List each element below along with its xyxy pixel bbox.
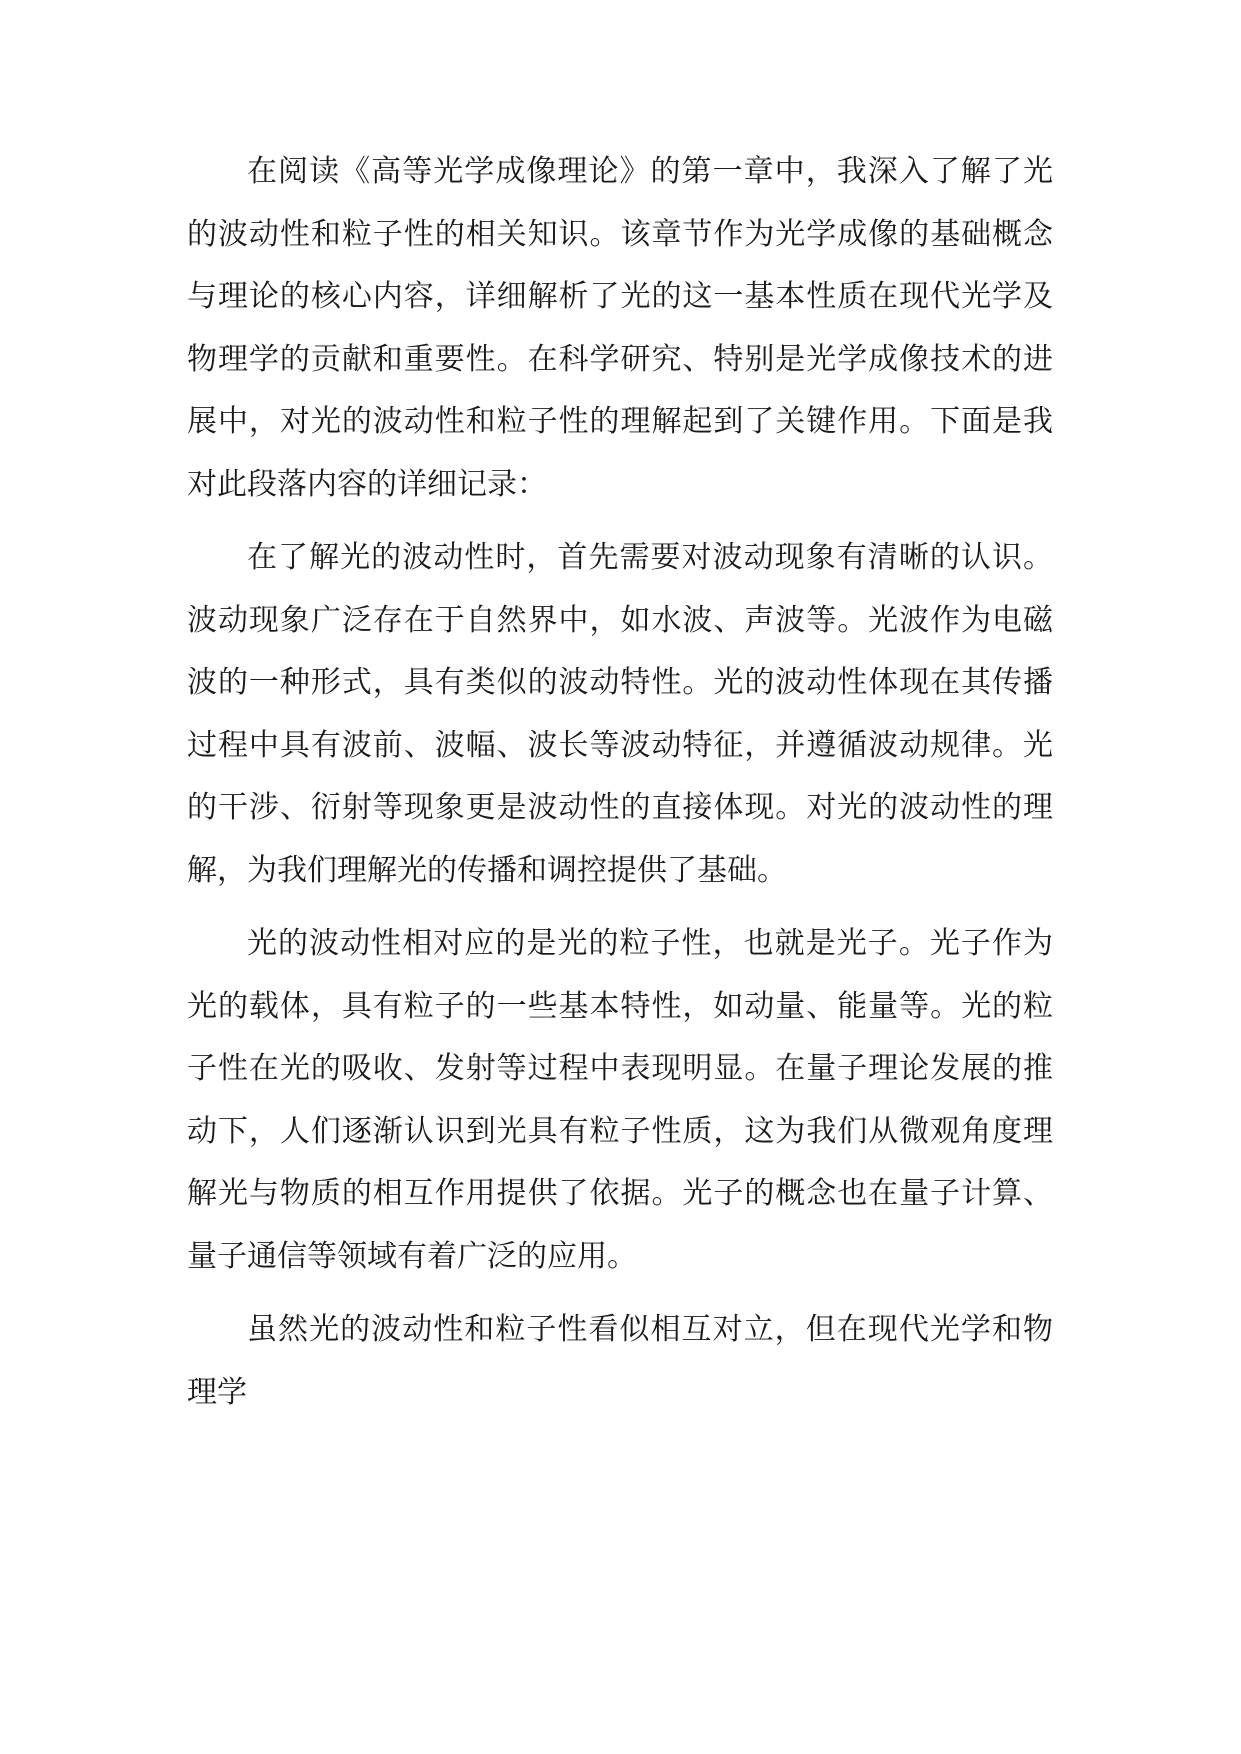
- paragraph-wave-nature: 在了解光的波动性时，首先需要对波动现象有清晰的认识。波动现象广泛存在于自然界中，如水波、声波等。光波作为电磁波的一种形式，具有类似的波动特性。光的波动性体现在其传播过程中具有波前、波幅、波长等波动特征，并遵循波动规律。光的干涉、衍射等现象更是波动性的直接体现。对光的波动性的理解，为我们理解光的传播和调控提供了基础。: [187, 540, 1053, 888]
- document-body: [187, 141, 1053, 1435]
- paragraph-duality: 虽然光的波动性和粒子性看似相互对立，但在现代光学和物理学: [187, 1312, 1053, 1410]
- paragraph-intro: 在阅读《高等光学成像理论》的第一章中，我深入了解了光的波动性和粒子性的相关知识。该章节作为光学成像的基础概念与理论的核心内容，详细解析了光的这一基本性质在现代光学及物理学的贡献和重要性。在科学研究、特别是光学成像技术的进展中，对光的波动性和粒子性的理解起到了关键作用。下面是我对此段落内容的详细记录：: [187, 154, 1053, 502]
- paragraph-particle-nature: 光的波动性相对应的是光的粒子性，也就是光子。光子作为光的载体，具有粒子的一些基本特性，如动量、能量等。光的粒子性在光的吸收、发射等过程中表现明显。在量子理论发展的推动下，人们逐渐认识到光具有粒子性质，这为我们从微观角度理解光与物质的相互作用提供了依据。光子的概念也在量子计算、量子通信等领域有着广泛的应用。: [187, 926, 1053, 1274]
